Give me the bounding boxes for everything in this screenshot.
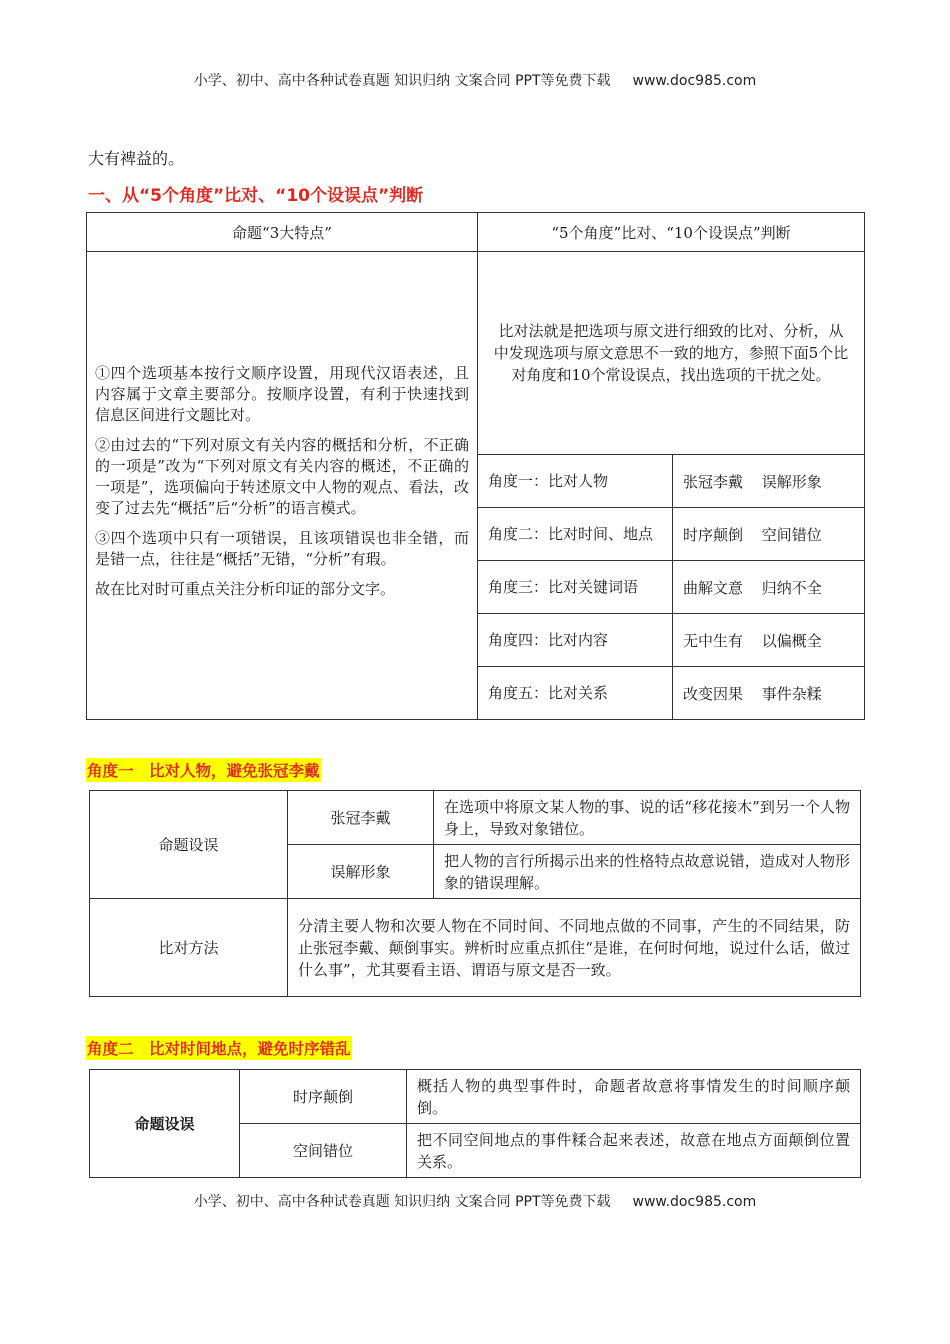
feature-2: ②由过去的“下列对原文有关内容的概括和分析，不正确的一项是”改为“下列对原文有关内容的概述，不正确的一项是”，选项偏向于转述原文中人物的观点、看法，改变了过去先“概括”后“分析”的语言模式。 bbox=[95, 435, 469, 517]
angle1-table bbox=[89, 790, 861, 997]
section-title: 一、从“5个角度”比对、“10个设误点”判断 bbox=[88, 186, 424, 206]
angle-5-label: 角度五：比对关系 bbox=[478, 667, 673, 720]
angle2-title: 角度二 比对时间地点，避免时序错乱 bbox=[86, 1036, 352, 1060]
page-header bbox=[0, 70, 950, 90]
angle1-method-text: 分清主要人物和次要人物在不同时间、不同地点做的不同事，产生的不同结果，防止张冠李戴、颠倒事实。辨析时应重点抓住“是谁，在何时何地，说过什么话，做过什么事”，尤其要看主语、谓语与原文是否一致。 bbox=[288, 899, 861, 997]
angle1-row2-name: 误解形象 bbox=[288, 845, 434, 899]
footer-text: 小学、初中、高中各种试卷真题 知识归纳 文案合同 PPT等免费下载 bbox=[193, 1194, 611, 1210]
footer-url[interactable]: www.doc985.com bbox=[632, 1194, 757, 1210]
angle1-design-label: 命题设误 bbox=[90, 791, 288, 899]
feature-1: ①四个选项基本按行文顺序设置，用现代汉语表述，且内容属于文章主要部分。按顺序设置，有利于快速找到信息区间进行文题比对。 bbox=[95, 363, 469, 424]
angle-2-points: 时序颠倒 空间错位 bbox=[673, 508, 865, 561]
angle-4-label: 角度四：比对内容 bbox=[478, 614, 673, 667]
col2-header: “5个角度”比对、“10个设误点”判断 bbox=[478, 213, 865, 252]
angle-4-points: 无中生有 以偏概全 bbox=[673, 614, 865, 667]
angle-2-label: 角度二：比对时间、地点 bbox=[478, 508, 673, 561]
angle1-row1-name: 张冠李戴 bbox=[288, 791, 434, 845]
angle-3-points: 曲解文意 归纳不全 bbox=[673, 561, 865, 614]
header-url[interactable]: www.doc985.com bbox=[632, 73, 757, 89]
angle2-row1-desc: 概括人物的典型事件时，命题者故意将事情发生的时间顺序颠倒。 bbox=[407, 1070, 861, 1124]
angle-5-points: 改变因果 事件杂糅 bbox=[673, 667, 865, 720]
col1-header: 命题“3大特点” bbox=[87, 213, 478, 252]
feature-3: ③四个选项中只有一项错误，且该项错误也非全错，而是错一点，往往是“概括”无错，“分析”有瑕。 bbox=[95, 528, 469, 568]
angle-1-points: 张冠李戴 误解形象 bbox=[673, 455, 865, 508]
angle1-method-label: 比对方法 bbox=[90, 899, 288, 997]
lead-text: 大有裨益的。 bbox=[88, 149, 185, 168]
features-cell bbox=[87, 252, 478, 720]
angle1-row2-desc: 把人物的言行所揭示出来的性格特点故意说错，造成对人物形象的错误理解。 bbox=[434, 845, 861, 899]
main-table bbox=[86, 212, 865, 720]
angle1-title: 角度一 比对人物，避免张冠李戴 bbox=[86, 758, 321, 782]
angle2-row2-desc: 把不同空间地点的事件糅合起来表述，故意在地点方面颠倒位置关系。 bbox=[407, 1124, 861, 1178]
angle-1-label: 角度一：比对人物 bbox=[478, 455, 673, 508]
angle-3-label: 角度三：比对关键词语 bbox=[478, 561, 673, 614]
angle2-table bbox=[89, 1069, 861, 1178]
angle2-row2-name: 空间错位 bbox=[240, 1124, 407, 1178]
feature-conclusion: 故在比对时可重点关注分析印证的部分文字。 bbox=[95, 579, 396, 598]
page-footer bbox=[0, 1191, 950, 1211]
angle1-row1-desc: 在选项中将原文某人物的事、说的话“移花接木”到另一个人物身上，导致对象错位。 bbox=[434, 791, 861, 845]
angle2-row1-name: 时序颠倒 bbox=[240, 1070, 407, 1124]
angle2-design-label: 命题设误 bbox=[90, 1070, 240, 1178]
header-text: 小学、初中、高中各种试卷真题 知识归纳 文案合同 PPT等免费下载 bbox=[193, 73, 611, 89]
method-intro: 比对法就是把选项与原文进行细致的比对、分析，从中发现选项与原文意思不一致的地方，参照下面5个比对角度和10个常设误点，找出选项的干扰之处。 bbox=[478, 252, 865, 455]
